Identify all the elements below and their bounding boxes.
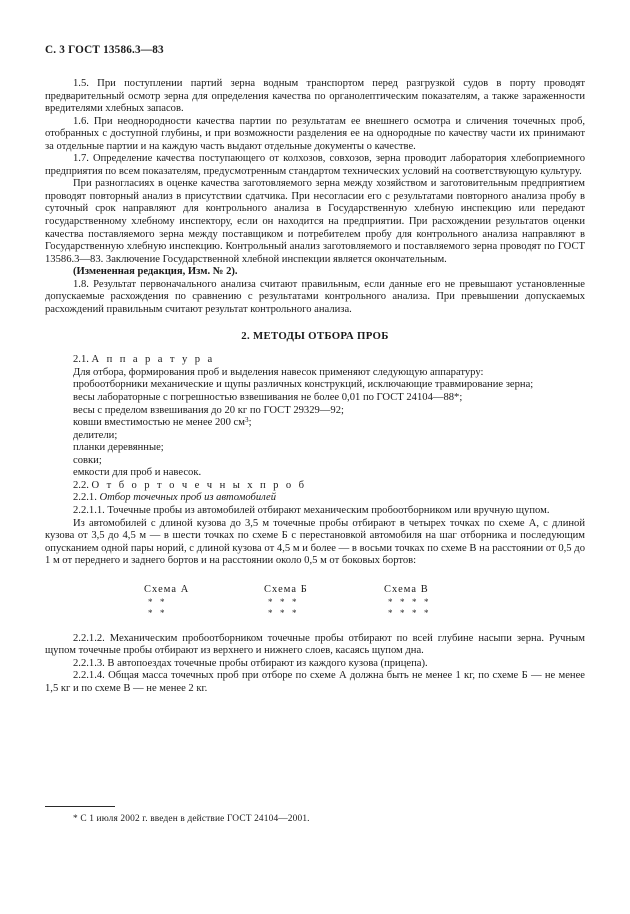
page-header: С. 3 ГОСТ 13586.3—83: [45, 44, 164, 56]
footnote-separator-rule: [45, 806, 115, 807]
sample-point-dot: *: [268, 596, 273, 607]
scheme-b-row: [268, 597, 380, 608]
scheme-a-dots: [140, 597, 260, 619]
equipment-scoops-text: ковши вместимостью не менее 200 см: [73, 417, 245, 429]
clause-1-7: 1.7. Определение качества поступающего от колхозов, совхозов, зерна проводит лаборатория хлебоприемного предприятия по всем показателям, предусмотренным стандартом технических условий на соответствующую культуру.: [45, 153, 585, 177]
equipment-item-containers: емкости для проб и навесок.: [73, 467, 202, 479]
sample-point-dot: *: [148, 607, 153, 618]
page-content: [45, 44, 585, 695]
scheme-a-row: [148, 608, 260, 619]
clause-2-1-title: А п п а р а т у р а: [91, 354, 215, 366]
clause-1-6: 1.6. При неоднородности качества партии по результатам ее внешнего осмотра и сличения точечных проб, отобранных с доступной глубины, и при возможности разделения ее на однородные по качеству части их принимают за отдельные партии и на каждую часть выдают отдельные документы о качестве.: [45, 115, 585, 152]
equipment-item-dividers: делители;: [73, 429, 118, 441]
equipment-item-scales-20kg: весы с пределом взвешивания до 20 кг по ГОСТ 29329—92;: [73, 404, 344, 416]
clause-2-2-1-2: 2.2.1.2. Механическим пробоотборником точечные пробы отбирают по всей глубине насыпи зерна. Ручным щупом точечные пробы отбирают из верхнего и нижнего слоев, касаясь щупом дна.: [45, 632, 585, 657]
sample-point-dot: *: [160, 607, 165, 618]
sample-point-dot: *: [400, 596, 405, 607]
sample-point-dot: *: [412, 607, 417, 618]
clause-2-2-1-1-continued: Из автомобилей с длиной кузова до 3,5 м точечные пробы отбирают в четырех точках по схеме А, с длиной кузова от 3,5 до 4,5 м — в шести точках по схеме Б с перестановкой автомобиля на шаг отборника и последующим опусканием одной пары норий, с длиной кузова от 4,5 м и более — в восьми точках по схеме В на расстоянии от 0,5 до 1 м от переднего и заднего бортов и на расстоянии около 0,5 м от боковых бортов:: [45, 517, 585, 567]
sampling-schemes-diagram: [45, 584, 585, 619]
sample-point-dot: *: [400, 607, 405, 618]
scheme-v-dots: [380, 597, 500, 619]
clause-2-2-1-1: 2.2.1.1. Точечные пробы из автомобилей отбирают механическим пробоотборником или вручную щупом.: [73, 504, 550, 516]
clause-2-2-1-4: 2.2.1.4. Общая масса точечных проб при отборе по схеме А должна быть не менее 1 кг, по схеме Б — не менее 1,5 кг и по схеме В — не менее 2 кг.: [45, 670, 585, 694]
scheme-v-row: [388, 597, 500, 608]
equipment-scoops-tail: ;: [248, 417, 252, 429]
clause-1-7-continued: При разногласиях в оценке качества заготовляемого зерна между хозяйством и заготовительным предприятием проводят повторный анализ в присутствии сдатчика. При несогласии его с результатами повторного анализа пробу в суточный срок направляют для контрольного анализа в Государственную хлебную инспекцию или передают государственному хлебному инспектору, если он находится на предприятии. При расхождении результатов оценки качества поставляемого зерна между поставщиком и потребителем пробу для контрольного анализа направляют в Государственную хлебную инспекцию. Контрольный анализ заготовляемого и поставляемого зерна проводят по ГОСТ 13586.3—83. Заключение Государственной хлебной инспекции является окончательным.: [45, 178, 585, 265]
clause-2-2-1-3: 2.2.1.3. В автопоездах точечные пробы отбирают из каждого кузова (прицепа).: [73, 657, 428, 669]
scheme-b-label: Схема Б: [264, 583, 308, 595]
sample-point-dot: *: [388, 607, 393, 618]
sample-point-dot: *: [424, 607, 429, 618]
equipment-scoops-superscript: 3: [244, 416, 249, 425]
scheme-a: [140, 584, 260, 619]
equipment-item-wooden-strips: планки деревянные;: [73, 442, 164, 454]
sample-point-dot: *: [160, 596, 165, 607]
sample-point-dot: *: [388, 596, 393, 607]
scheme-a-label: Схема А: [144, 583, 190, 595]
scheme-v-row: [388, 608, 500, 619]
clause-1-8: 1.8. Результат первоначального анализа считают правильным, если данные его не превышают установленные допускаемые расхождения по сравнению с результатами контрольного анализа. При превышении допускаемых расхождений правильным считают результат контрольного анализа.: [45, 278, 585, 315]
scheme-v-label: Схема В: [384, 583, 429, 595]
clause-2-2-1-title: Отбор точечных проб из автомобилей: [99, 492, 277, 504]
clause-2-1-number: 2.1.: [73, 354, 92, 366]
sample-point-dot: *: [280, 596, 285, 607]
equipment-item-scoops: [45, 417, 585, 430]
sample-point-dot: *: [292, 607, 297, 618]
scheme-v: [380, 584, 500, 619]
clause-2-2-1-number: 2.2.1.: [73, 492, 100, 504]
sample-point-dot: *: [268, 607, 273, 618]
clause-2-2-title: О т б о р т о ч е ч н ы х п р о б: [91, 479, 307, 491]
equipment-item-lab-scales: весы лабораторные с погрешностью взвешивания не более 0,01 по ГОСТ 24104—88*;: [73, 392, 463, 404]
scheme-a-row: [148, 597, 260, 608]
amendment-note: (Измененная редакция, Изм. № 2).: [73, 266, 238, 278]
clause-2-1-intro: Для отбора, формирования проб и выделения навесок применяют следующую аппаратуру:: [73, 366, 484, 378]
scheme-b-row: [268, 608, 380, 619]
scheme-b-dots: [260, 597, 380, 619]
section-heading-methods: 2. МЕТОДЫ ОТБОРА ПРОБ: [241, 330, 389, 343]
scheme-b: [260, 584, 380, 619]
sample-point-dot: *: [280, 607, 285, 618]
equipment-item-probe: пробоотборники механические и щупы различных конструкций, исключающие травмирование зерна;: [73, 379, 534, 391]
sample-point-dot: *: [292, 596, 297, 607]
sample-point-dot: *: [424, 596, 429, 607]
clause-2-2-1-heading: [45, 492, 585, 505]
footnote-area: [45, 806, 585, 825]
clause-2-2-heading: [45, 480, 585, 493]
clause-2-1-heading: [45, 354, 585, 367]
footnote-text: * С 1 июля 2002 г. введен в действие ГОСТ 24104—2001.: [73, 814, 310, 824]
clause-1-5: 1.5. При поступлении партий зерна водным транспортом перед разгрузкой судов в порту проводят предварительный осмотр зерна для определения качества по органолептическим показателям, а также зараженности вредителями хлебных запасов.: [45, 78, 585, 115]
sample-point-dot: *: [412, 596, 417, 607]
clause-2-2-number: 2.2.: [73, 479, 92, 491]
sample-point-dot: *: [148, 596, 153, 607]
equipment-item-shovels: совки;: [73, 454, 102, 466]
